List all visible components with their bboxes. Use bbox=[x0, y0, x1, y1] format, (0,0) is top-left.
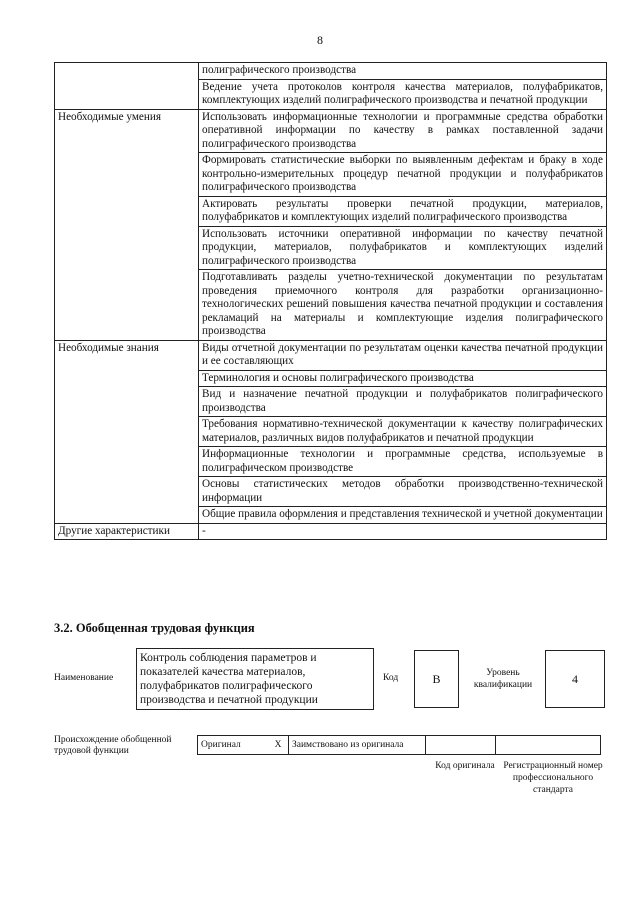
code-box: В bbox=[414, 650, 459, 708]
row-text: - bbox=[199, 523, 607, 540]
row-text: Общие правила оформления и представления технической и учетной документации bbox=[199, 507, 607, 524]
row-text: Вид и назначение печатной продукции и полуфабрикатов полиграфического производства bbox=[199, 387, 607, 417]
level-label: Уровень квалификации bbox=[473, 668, 533, 690]
row-label-knowledge: Необходимые знания bbox=[55, 340, 199, 523]
page-number: 8 bbox=[317, 33, 323, 47]
row-text: полиграфического производства bbox=[199, 63, 607, 80]
table-row bbox=[55, 63, 607, 80]
row-text: Ведение учета протоколов контроля качества материалов, полуфабрикатов, комплектующих изделий полиграфического производства и печатной продукции bbox=[199, 79, 607, 109]
level-box: 4 bbox=[545, 650, 605, 708]
name-label: Наименование bbox=[54, 673, 114, 683]
function-name-box: Контроль соблюдения параметров и показателей качества материалов, полуфабрикатов полиграфического производства и печатной продукции bbox=[136, 648, 374, 710]
table-row bbox=[55, 523, 607, 540]
row-text: Использовать источники оперативной информации по качеству печатной продукции, материалов, полуфабрикатов и комплектующих изделий полиграфического производства bbox=[199, 226, 607, 270]
row-text: Требования нормативно-технической документации к качеству полиграфических материалов, различных видов полуфабрикатов и печатной продукции bbox=[199, 417, 607, 447]
row-label-skills: Необходимые умения bbox=[55, 109, 199, 340]
table-row bbox=[55, 109, 607, 153]
origin-reg-caption: Регистрационный номер профессионального стандарта bbox=[503, 761, 603, 795]
origin-table bbox=[197, 735, 601, 755]
row-text: Виды отчетной документации по результатам оценки качества печатной продукции и ее составляющих bbox=[199, 340, 607, 370]
origin-original: Оригинал bbox=[198, 736, 269, 755]
table-row bbox=[55, 340, 607, 370]
code-label: Код bbox=[383, 673, 399, 683]
row-text: Основы статистических методов обработки производственно-технической информации bbox=[199, 477, 607, 507]
origin-label: Происхождение обобщенной трудовой функции bbox=[54, 735, 172, 756]
origin-mark: X bbox=[268, 736, 289, 755]
section-title: 3.2. Обобщенная трудовая функция bbox=[54, 621, 255, 635]
origin-code-caption: Код оригинала bbox=[435, 761, 495, 771]
competency-table bbox=[54, 62, 607, 540]
row-text: Формировать статистические выборки по выявленным дефектам и браку в ходе контрольно-измерительных процедур печатной продукции и полуфабрикатов полиграфического производства bbox=[199, 153, 607, 197]
row-label bbox=[55, 63, 199, 110]
row-text: Актировать результаты проверки печатной продукции, материалов, полуфабрикатов и комплектующих изделий полиграфического производства bbox=[199, 196, 607, 226]
row-text: Использовать информационные технологии и программные средства обработки оперативной информации по качеству в рамках поставленной задачи полиграфического производства bbox=[199, 109, 607, 153]
origin-code-cell bbox=[426, 736, 496, 755]
row-text: Информационные технологии и программные средства, используемые в полиграфическом производстве bbox=[199, 447, 607, 477]
row-text: Терминология и основы полиграфического производства bbox=[199, 370, 607, 387]
origin-borrowed: Заимствовано из оригинала bbox=[289, 736, 426, 755]
row-text: Подготавливать разделы учетно-технической документации по результатам проведения приемочного контроля для разработки организационно-технологических решений повышения качества печатной продукции и составления рекламаций на материалы и комплектующие изделия полиграфического производства bbox=[199, 270, 607, 341]
row-label-other: Другие характеристики bbox=[55, 523, 199, 540]
origin-reg-cell bbox=[496, 736, 601, 755]
